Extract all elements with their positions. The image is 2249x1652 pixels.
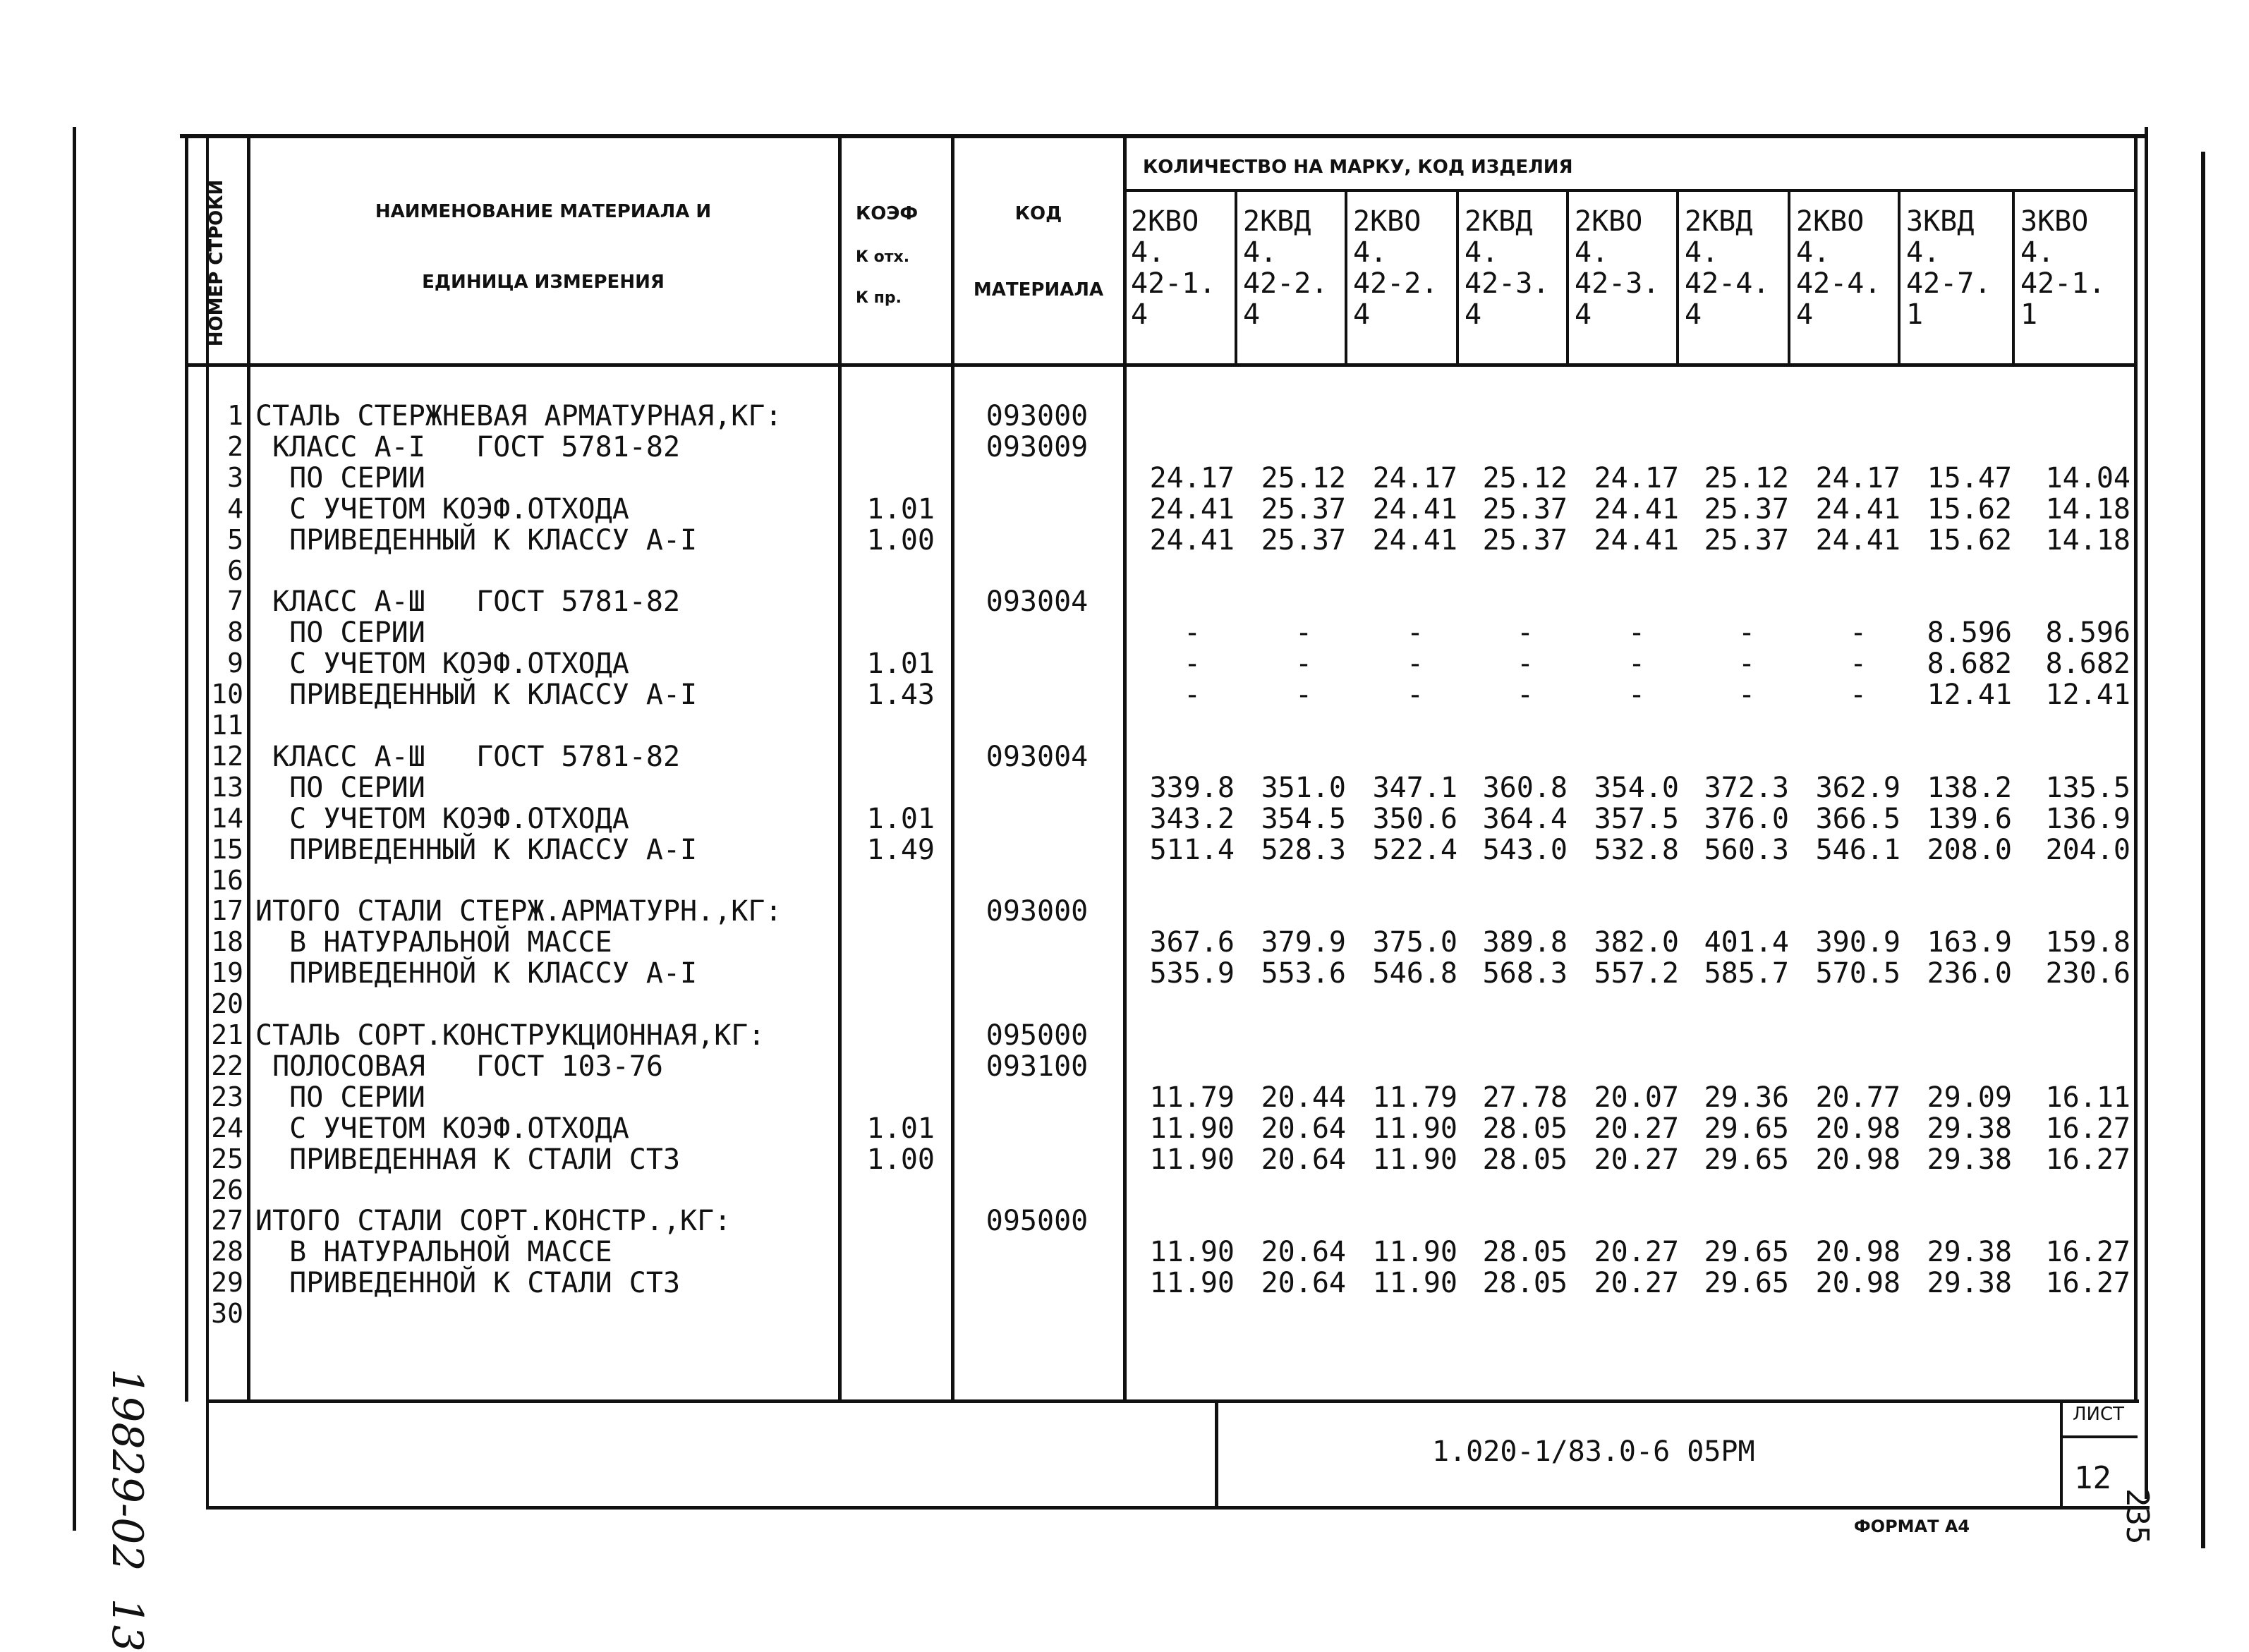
quantity-cell: - <box>1738 679 1756 712</box>
quantity-cell: 24.41 <box>1594 492 1679 526</box>
quantity-cell: 401.4 <box>1704 926 1789 959</box>
quantity-cell: 376.0 <box>1704 802 1789 835</box>
material-name: КЛАСС А-Ш ГОСТ 5781-82 <box>255 585 681 619</box>
quantity-cell: 29.65 <box>1704 1236 1789 1269</box>
quantity-cell: 14.18 <box>2045 523 2130 557</box>
material-code: 095000 <box>986 1205 1089 1238</box>
mark-header-line: 4. <box>1685 236 1719 269</box>
mark-column-divider <box>1235 190 1237 365</box>
document-code: 1.020-1/83.0-6 05РМ <box>1432 1435 1755 1468</box>
material-code: 093004 <box>986 585 1089 619</box>
quantity-cell: 11.90 <box>1372 1143 1457 1176</box>
coefficient: 1.49 <box>866 833 935 866</box>
quantity-cell: 24.41 <box>1149 523 1235 557</box>
mark-header-line: 42-3. <box>1465 267 1550 300</box>
quantity-cell: 354.5 <box>1261 802 1346 835</box>
row-number: 9 <box>227 648 243 679</box>
quantity-cell: 24.41 <box>1372 492 1457 526</box>
quantity-cell: 24.17 <box>1815 461 1901 494</box>
quantity-cell: 8.682 <box>2045 648 2130 681</box>
quantity-cell: 16.11 <box>2045 1081 2130 1114</box>
mark-column-divider <box>1788 190 1790 365</box>
material-name: ПО СЕРИИ <box>255 461 425 494</box>
quantity-cell: 20.27 <box>1594 1112 1679 1145</box>
quantity-cell: 20.98 <box>1815 1112 1901 1145</box>
quantity-cell: 138.2 <box>1927 771 2012 804</box>
quantity-cell: - <box>1295 617 1313 650</box>
quantity-cell: 568.3 <box>1482 957 1568 990</box>
row-number: 30 <box>211 1298 243 1330</box>
quantity-cell: 20.98 <box>1815 1267 1901 1300</box>
row-number: 13 <box>211 771 243 803</box>
mark-header-line: 2КВО <box>1353 205 1421 238</box>
row-number: 8 <box>227 617 243 648</box>
quantity-header-line <box>1123 189 2138 192</box>
material-name: В НАТУРАЛЬНОЙ МАССЕ <box>255 1236 612 1269</box>
name-divider <box>838 135 842 1402</box>
material-name: С УЧЕТОМ КОЭФ.ОТХОДА <box>255 802 629 835</box>
quantity-cell: 24.41 <box>1815 523 1901 557</box>
coefficient: 1.43 <box>866 679 935 712</box>
quantity-cell: 136.9 <box>2045 802 2130 835</box>
row-number: 16 <box>211 864 243 896</box>
material-name: СТАЛЬ СТЕРЖНЕВАЯ АРМАТУРНАЯ,КГ: <box>255 400 782 432</box>
mark-header-line: 4 <box>1685 298 1702 331</box>
coefficient: 1.01 <box>866 802 935 835</box>
row-number: 3 <box>227 461 243 493</box>
quantity-cell: - <box>1295 648 1313 681</box>
quantity-cell: - <box>1295 679 1313 712</box>
quantity-cell: - <box>1516 679 1534 712</box>
quantity-cell: 25.12 <box>1704 461 1789 494</box>
quantity-cell: 8.682 <box>1927 648 2012 681</box>
quantity-cell: 389.8 <box>1482 926 1568 959</box>
quantity-cell: - <box>1627 679 1646 712</box>
quantity-cell: - <box>1516 648 1534 681</box>
material-code: 093004 <box>986 740 1089 773</box>
quantity-cell: 29.38 <box>1927 1112 2012 1145</box>
quantity-cell: 535.9 <box>1149 957 1235 990</box>
row-number: 6 <box>227 554 243 586</box>
bottom-frame-line <box>206 1506 2150 1510</box>
quantity-cell: 24.17 <box>1149 461 1235 494</box>
row-number: 14 <box>211 802 243 834</box>
mark-header-line: 42-2. <box>1243 267 1328 300</box>
quantity-cell: 11.90 <box>1149 1267 1235 1300</box>
left-margin-line <box>73 127 76 1531</box>
quantity-cell: 24.17 <box>1594 461 1679 494</box>
quantity-cell: 546.8 <box>1372 957 1457 990</box>
mark-header-line: 1 <box>1906 298 1924 331</box>
quantity-header: КОЛИЧЕСТВО НА МАРКУ, КОД ИЗДЕЛИЯ <box>1143 157 1573 178</box>
coef-header-line3: К пр. <box>856 289 902 307</box>
quantity-cell: 11.90 <box>1149 1112 1235 1145</box>
quantity-cell: 347.1 <box>1372 771 1457 804</box>
quantity-cell: - <box>1627 617 1646 650</box>
quantity-cell: 25.37 <box>1261 523 1346 557</box>
material-name: КЛАСС А-I ГОСТ 5781-82 <box>255 430 681 463</box>
quantity-cell: 360.8 <box>1482 771 1568 804</box>
quantity-cell: 543.0 <box>1482 833 1568 866</box>
mark-header-line: 2КВО <box>1575 205 1643 238</box>
quantity-cell: 29.09 <box>1927 1081 2012 1114</box>
material-name: С УЧЕТОМ КОЭФ.ОТХОДА <box>255 492 629 526</box>
mark-header-line: 4 <box>1243 298 1261 331</box>
quantity-cell: 20.07 <box>1594 1081 1679 1114</box>
mark-header-line: 4 <box>1796 298 1814 331</box>
quantity-cell: 511.4 <box>1149 833 1235 866</box>
quantity-cell: 12.41 <box>1927 679 2012 712</box>
sheet-label: ЛИСТ <box>2072 1404 2125 1425</box>
quantity-cell: - <box>1183 679 1201 712</box>
quantity-cell: 570.5 <box>1815 957 1901 990</box>
quantity-cell: 354.0 <box>1594 771 1679 804</box>
name-header-line1: НАИМЕНОВАНИЕ МАТЕРИАЛА И <box>375 201 712 222</box>
quantity-cell: 11.79 <box>1372 1081 1457 1114</box>
quantity-cell: 28.05 <box>1482 1143 1568 1176</box>
mark-header-line: 2КВД <box>1465 205 1533 238</box>
mark-column-divider <box>1345 190 1347 365</box>
quantity-cell: - <box>1738 648 1756 681</box>
quantity-cell: 28.05 <box>1482 1112 1568 1145</box>
quantity-cell: 20.44 <box>1261 1081 1346 1114</box>
mark-header-line: 3КВД <box>1906 205 1975 238</box>
quantity-cell: 29.38 <box>1927 1236 2012 1269</box>
quantity-cell: 8.596 <box>2045 617 2130 650</box>
mark-header-line: 42-4. <box>1796 267 1881 300</box>
material-name: КЛАСС А-Ш ГОСТ 5781-82 <box>255 740 681 773</box>
quantity-cell: 20.64 <box>1261 1112 1346 1145</box>
material-code: 093100 <box>986 1050 1089 1083</box>
coefficient: 1.01 <box>866 648 935 681</box>
row-number: 12 <box>211 740 243 772</box>
mark-header-line: 4 <box>1353 298 1371 331</box>
coef-header-line1: КОЭФ <box>856 203 919 224</box>
mark-header-line: 42-1. <box>1131 267 1216 300</box>
quantity-cell: 11.90 <box>1372 1112 1457 1145</box>
quantity-cell: 20.64 <box>1261 1143 1346 1176</box>
row-number: 1 <box>227 400 243 431</box>
quantity-cell: 14.04 <box>2045 461 2130 494</box>
mark-header-line: 42-3. <box>1575 267 1660 300</box>
coef-header-line2: К отх. <box>856 248 910 266</box>
mark-header-line: 2КВД <box>1685 205 1753 238</box>
quantity-cell: 11.90 <box>1372 1236 1457 1269</box>
mark-header-line: 4. <box>1131 236 1165 269</box>
row-number: 22 <box>211 1050 243 1081</box>
quantity-cell: 11.90 <box>1372 1267 1457 1300</box>
quantity-cell: 364.4 <box>1482 802 1568 835</box>
quantity-cell: 24.17 <box>1372 461 1457 494</box>
material-name: ПРИВЕДЕННОЙ К КЛАССУ А-I <box>255 957 698 990</box>
row-number: 18 <box>211 926 243 958</box>
quantity-cell: 8.596 <box>1927 617 2012 650</box>
row-number: 7 <box>227 585 243 617</box>
material-name: С УЧЕТОМ КОЭФ.ОТХОДА <box>255 1112 629 1145</box>
material-name: ПРИВЕДЕННЫЙ К КЛАССУ А-I <box>255 833 698 866</box>
mark-header-line: 1 <box>2020 298 2038 331</box>
quantity-cell: 343.2 <box>1149 802 1235 835</box>
mark-header-line: 2КВО <box>1131 205 1199 238</box>
mark-column-divider <box>1566 190 1569 365</box>
row-number: 23 <box>211 1081 243 1112</box>
quantity-cell: 585.7 <box>1704 957 1789 990</box>
mark-header-line: 3КВО <box>2020 205 2089 238</box>
quantity-cell: 28.05 <box>1482 1236 1568 1269</box>
material-name: ПО СЕРИИ <box>255 1081 425 1114</box>
row-number: 19 <box>211 957 243 989</box>
coefficient: 1.01 <box>866 492 935 526</box>
quantity-cell: - <box>1849 648 1867 681</box>
quantity-cell: 532.8 <box>1594 833 1679 866</box>
quantity-cell: - <box>1183 648 1201 681</box>
quantity-cell: 20.77 <box>1815 1081 1901 1114</box>
quantity-cell: 20.64 <box>1261 1267 1346 1300</box>
title-block-divider <box>1215 1399 1218 1507</box>
table-bottom-line <box>206 1399 2139 1403</box>
mark-header-line: 4. <box>2020 236 2055 269</box>
quantity-cell: 29.65 <box>1704 1112 1789 1145</box>
quantity-cell: 16.27 <box>2045 1267 2130 1300</box>
quantity-cell: 24.41 <box>1149 492 1235 526</box>
quantity-cell: 208.0 <box>1927 833 2012 866</box>
material-name: ПРИВЕДЕННАЯ К СТАЛИ СТ3 <box>255 1143 681 1176</box>
material-name: ИТОГО СТАЛИ СТЕРЖ.АРМАТУРН.,КГ: <box>255 895 782 928</box>
coefficient: 1.01 <box>866 1112 935 1145</box>
quantity-cell: 12.41 <box>2045 679 2130 712</box>
row-number: 25 <box>211 1143 243 1174</box>
quantity-cell: 351.0 <box>1261 771 1346 804</box>
quantity-cell: 522.4 <box>1372 833 1457 866</box>
mark-header-line: 4. <box>1796 236 1831 269</box>
mark-header-line: 42-7. <box>1906 267 1992 300</box>
row-number: 11 <box>211 710 243 741</box>
quantity-cell: 20.98 <box>1815 1143 1901 1176</box>
row-number: 29 <box>211 1267 243 1299</box>
quantity-cell: 25.37 <box>1704 523 1789 557</box>
quantity-cell: 163.9 <box>1927 926 2012 959</box>
quantity-cell: 25.12 <box>1261 461 1346 494</box>
table-right-line <box>2134 135 2138 1402</box>
quantity-cell: - <box>1627 648 1646 681</box>
mark-header-line: 4. <box>1353 236 1388 269</box>
name-header-line2: ЕДИНИЦА ИЗМЕРЕНИЯ <box>422 272 665 293</box>
mark-column-divider <box>2012 190 2015 365</box>
quantity-cell: - <box>1849 617 1867 650</box>
mark-header-line: 42-1. <box>2020 267 2106 300</box>
quantity-cell: 14.18 <box>2045 492 2130 526</box>
mark-header-line: 42-2. <box>1353 267 1438 300</box>
right-frame-line <box>2145 127 2148 1499</box>
right-margin-line <box>2201 152 2205 1548</box>
mark-column-divider <box>1676 190 1679 365</box>
quantity-cell: 29.65 <box>1704 1267 1789 1300</box>
quantity-cell: 16.27 <box>2045 1112 2130 1145</box>
quantity-cell: - <box>1516 617 1534 650</box>
material-name: ПО СЕРИИ <box>255 771 425 804</box>
quantity-cell: 16.27 <box>2045 1143 2130 1176</box>
quantity-cell: 20.98 <box>1815 1236 1901 1269</box>
quantity-cell: 11.90 <box>1149 1143 1235 1176</box>
row-number: 17 <box>211 895 243 927</box>
quantity-cell: 29.38 <box>1927 1143 2012 1176</box>
row-number: 10 <box>211 679 243 710</box>
mark-header-line: 4. <box>1906 236 1941 269</box>
material-code: 093000 <box>986 400 1089 432</box>
row-number-header: НОМЕР СТРОКИ <box>206 179 227 346</box>
quantity-cell: 557.2 <box>1594 957 1679 990</box>
material-name: ИТОГО СТАЛИ СОРТ.КОНСТР.,КГ: <box>255 1205 732 1238</box>
handwritten-note: 19829-02 13 <box>102 1368 152 1652</box>
quantity-cell: 362.9 <box>1815 771 1901 804</box>
quantity-cell: 29.38 <box>1927 1267 2012 1300</box>
quantity-cell: 560.3 <box>1704 833 1789 866</box>
row-number: 5 <box>227 523 243 555</box>
mark-column-divider <box>1898 190 1901 365</box>
quantity-cell: 11.79 <box>1149 1081 1235 1114</box>
quantity-cell: - <box>1738 617 1756 650</box>
row-number: 21 <box>211 1019 243 1050</box>
row-number: 27 <box>211 1205 243 1237</box>
quantity-cell: 16.27 <box>2045 1236 2130 1269</box>
material-code: 093009 <box>986 430 1089 463</box>
quantity-cell: - <box>1406 617 1424 650</box>
quantity-cell: 25.37 <box>1482 523 1568 557</box>
quantity-cell: 20.27 <box>1594 1143 1679 1176</box>
quantity-cell: 375.0 <box>1372 926 1457 959</box>
quantity-cell: 390.9 <box>1815 926 1901 959</box>
quantity-cell: 28.05 <box>1482 1267 1568 1300</box>
quantity-cell: 139.6 <box>1927 802 2012 835</box>
header-bottom-line <box>185 363 2138 367</box>
row-number: 2 <box>227 430 243 462</box>
mark-column-divider <box>1456 190 1459 365</box>
quantity-cell: 204.0 <box>2045 833 2130 866</box>
quantity-cell: 230.6 <box>2045 957 2130 990</box>
mark-header-line: 4 <box>1131 298 1148 331</box>
row-number: 24 <box>211 1112 243 1143</box>
mark-header-line: 4 <box>1575 298 1592 331</box>
row-number: 20 <box>211 988 243 1020</box>
material-name: В НАТУРАЛЬНОЙ МАССЕ <box>255 926 612 959</box>
material-name: СТАЛЬ СОРТ.КОНСТРУКЦИОННАЯ,КГ: <box>255 1019 765 1052</box>
quantity-cell: 25.37 <box>1482 492 1568 526</box>
quantity-cell: 350.6 <box>1372 802 1457 835</box>
quantity-cell: 357.5 <box>1594 802 1679 835</box>
quantity-cell: 159.8 <box>2045 926 2130 959</box>
quantity-cell: 27.78 <box>1482 1081 1568 1114</box>
quantity-cell: - <box>1406 648 1424 681</box>
sheet-number: 12 <box>2074 1460 2111 1496</box>
quantity-cell: 382.0 <box>1594 926 1679 959</box>
quantity-cell: 366.5 <box>1815 802 1901 835</box>
quantity-cell: 339.8 <box>1149 771 1235 804</box>
quantity-cell: - <box>1406 679 1424 712</box>
material-name: ПРИВЕДЕННЫЙ К КЛАССУ А-I <box>255 679 698 712</box>
row-number: 28 <box>211 1236 243 1268</box>
quantity-cell: 546.1 <box>1815 833 1901 866</box>
code-header-line2: МАТЕРИАЛА <box>973 279 1104 300</box>
quantity-cell: 20.27 <box>1594 1236 1679 1269</box>
quantity-cell: 11.90 <box>1149 1236 1235 1269</box>
material-name: ПОЛОСОВАЯ ГОСТ 103-76 <box>255 1050 663 1083</box>
mark-header-line: 4. <box>1465 236 1499 269</box>
row-number: 4 <box>227 492 243 524</box>
quantity-cell: 367.6 <box>1149 926 1235 959</box>
quantity-cell: 15.47 <box>1927 461 2012 494</box>
coefficient: 1.00 <box>866 1143 935 1176</box>
material-name: ПРИВЕДЕННЫЙ К КЛАССУ А-I <box>255 523 698 557</box>
page-stamp: 235 <box>2119 1488 2155 1545</box>
quantity-cell: 528.3 <box>1261 833 1346 866</box>
quantity-cell: 24.41 <box>1372 523 1457 557</box>
quantity-cell: 25.37 <box>1261 492 1346 526</box>
mark-header-line: 4. <box>1575 236 1609 269</box>
material-code: 093000 <box>986 895 1089 928</box>
quantity-cell: 29.65 <box>1704 1143 1789 1176</box>
quantity-cell: - <box>1183 617 1201 650</box>
quantity-cell: 24.41 <box>1594 523 1679 557</box>
material-name: ПО СЕРИИ <box>255 617 425 650</box>
quantity-cell: 24.41 <box>1815 492 1901 526</box>
mark-header-line: 2КВД <box>1243 205 1311 238</box>
mark-header-line: 2КВО <box>1796 205 1865 238</box>
sheet-box-line <box>2060 1435 2138 1438</box>
material-code: 095000 <box>986 1019 1089 1052</box>
quantity-cell: 15.62 <box>1927 492 2012 526</box>
quantity-cell: 20.27 <box>1594 1267 1679 1300</box>
quantity-cell: 553.6 <box>1261 957 1346 990</box>
mark-header-line: 42-4. <box>1685 267 1770 300</box>
mark-header-line: 4. <box>1243 236 1278 269</box>
quantity-cell: 379.9 <box>1261 926 1346 959</box>
quantity-cell: 372.3 <box>1704 771 1789 804</box>
quantity-cell: 15.62 <box>1927 523 2012 557</box>
format-label: ФОРМАТ А4 <box>1853 1517 1970 1536</box>
quantity-cell: - <box>1849 679 1867 712</box>
top-frame-line <box>180 134 2148 138</box>
quantity-cell: 29.36 <box>1704 1081 1789 1114</box>
row-number: 15 <box>211 833 243 865</box>
material-name: ПРИВЕДЕННОЙ К СТАЛИ СТ3 <box>255 1267 681 1300</box>
quantity-cell: 236.0 <box>1927 957 2012 990</box>
quantity-cell: 20.64 <box>1261 1236 1346 1269</box>
mark-header-line: 4 <box>1465 298 1482 331</box>
quantity-cell: 135.5 <box>2045 771 2130 804</box>
row-number: 26 <box>211 1174 243 1205</box>
material-name: С УЧЕТОМ КОЭФ.ОТХОДА <box>255 648 629 681</box>
quantity-cell: 25.12 <box>1482 461 1568 494</box>
quantity-cell: 25.37 <box>1704 492 1789 526</box>
coefficient: 1.00 <box>866 523 935 557</box>
code-header-line1: КОД <box>1014 203 1062 224</box>
